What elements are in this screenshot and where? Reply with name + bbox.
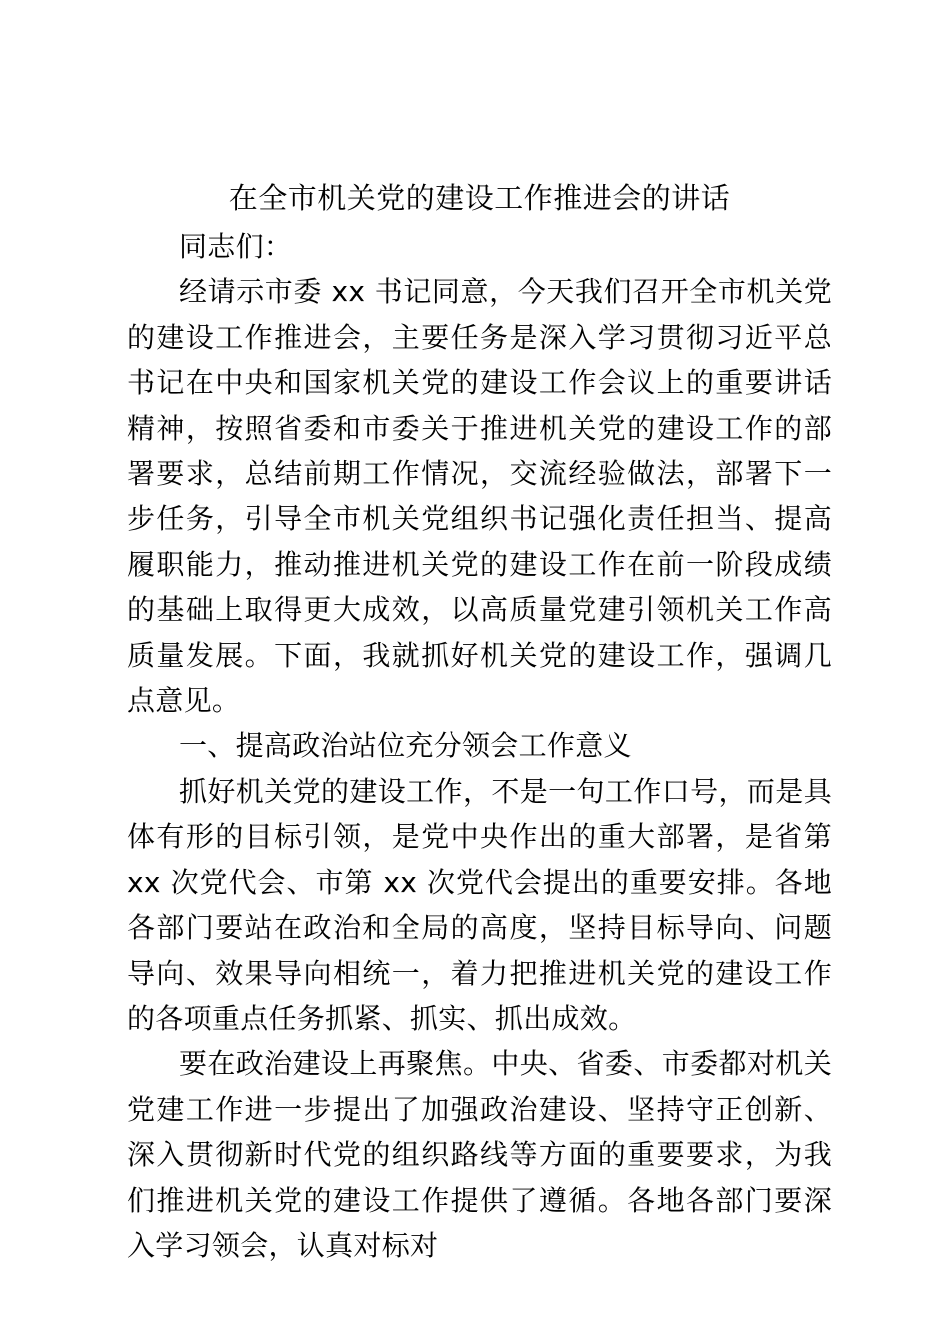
section-heading-1: 一、提高政治站位充分领会工作意义 [179,729,632,763]
paragraph-section-1-body: 抓好机关党的建设工作，不是一句工作口号，而是具体有形的目标引领，是党中央作出的重大部署，是省第 xx 次党代会、市第 xx 次党代会提出的重要安排。各地各部门要站在政治和全局的高度，坚持目标导向、问题导向、效果导向相统一，着力把推进机关党的建设工作的各项重点任务抓紧、抓实、抓出成效。 [127,774,832,1035]
salutation: 同志们： [179,230,293,263]
document-title: 在全市机关党的建设工作推进会的讲话 [228,181,731,215]
document-page [127,176,832,1268]
paragraph-intro: 经请示市委 xx 书记同意，今天我们召开全市机关党的建设工作推进会，主要任务是深入学习贯彻习近平总书记在中央和国家机关党的建设工作会议上的重要讲话精神，按照省委和市委关于推进机关党的建设工作的部署要求，总结前期工作情况，交流经验做法，部署下一步任务，引导全市机关党组织书记强化责任担当、提高履职能力，推动推进机关党的建设工作在前一阶段成绩的基础上取得更大成效，以高质量党建引领机关工作高质量发展。下面，我就抓好机关党的建设工作，强调几点意见。 [127,275,832,718]
paragraph-political-construction: 要在政治建设上再聚焦。中央、省委、市委都对机关党建工作进一步提出了加强政治建设、坚持守正创新、深入贯彻新时代党的组织路线等方面的重要要求，为我们推进机关党的建设工作提供了遵循。各地各部门要深入学习领会，认真对标对 [127,1047,832,1262]
